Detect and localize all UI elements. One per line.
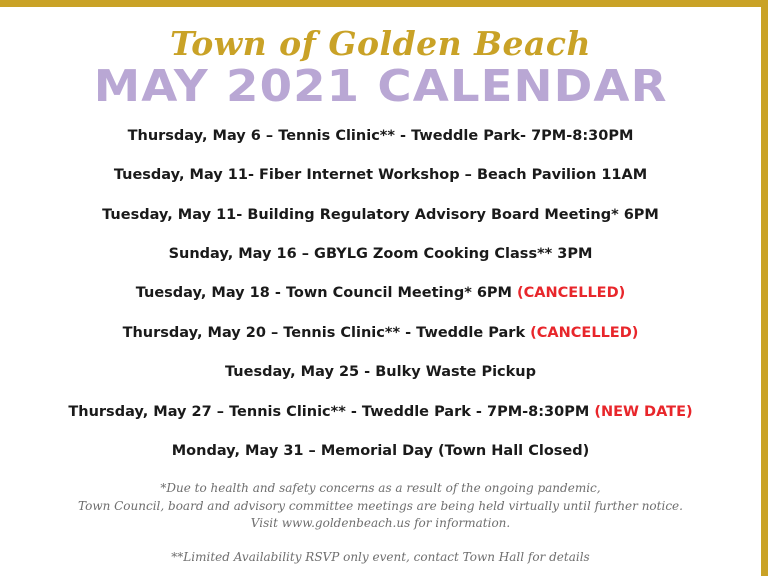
event-text: Tuesday, May 11- Building Regulatory Advisory Board Meeting* 6PM	[102, 206, 659, 223]
event-text: Thursday, May 6 – Tennis Clinic** - Tweddle Park- 7PM-8:30PM	[127, 127, 634, 144]
list-item	[172, 443, 590, 460]
event-list	[18, 128, 743, 461]
footnote-line-4: **Limited Availability RSVP only event, contact Town Hall for details	[171, 549, 590, 564]
list-item	[114, 167, 647, 184]
month-title: MAY 2021 CALENDAR	[93, 60, 668, 112]
footnote-line-2: Town Council, board and advisory committee meetings are being held virtually until further notice.	[78, 498, 683, 513]
event-text: Tuesday, May 11- Fiber Internet Workshop – Beach Pavilion 11AM	[113, 167, 648, 184]
list-item	[136, 285, 626, 302]
footnote-line-3: Visit www.goldenbeach.us for information.	[250, 516, 511, 531]
event-note: (CANCELLED)	[530, 324, 639, 341]
footnotes	[18, 480, 743, 566]
event-text: Tuesday, May 25 - Bulky Waste Pickup	[225, 364, 536, 381]
list-item	[128, 128, 634, 145]
town-title: Town of Golden Beach	[169, 24, 591, 63]
event-text: Monday, May 31 – Memorial Day (Town Hall Closed)	[171, 442, 590, 459]
list-item	[102, 207, 659, 224]
event-text: Thursday, May 27 – Tennis Clinic** - Tweddle Park - 7PM-8:30PM	[68, 403, 595, 420]
list-item	[169, 246, 593, 263]
footnote-line-1: *Due to health and safety concerns as a result of the ongoing pandemic,	[160, 481, 601, 496]
event-text: Sunday, May 16 – GBYLG Zoom Cooking Class** 3PM	[168, 246, 593, 262]
list-item	[68, 404, 692, 421]
event-note: (CANCELLED)	[517, 285, 626, 302]
list-item	[225, 364, 536, 381]
event-note: (NEW DATE)	[594, 403, 693, 420]
event-text: Thursday, May 20 – Tennis Clinic** - Tweddle Park	[122, 324, 531, 341]
list-item	[123, 325, 639, 342]
event-text: Tuesday, May 18 - Town Council Meeting* 6PM	[135, 285, 518, 302]
flyer-content	[0, 7, 761, 576]
